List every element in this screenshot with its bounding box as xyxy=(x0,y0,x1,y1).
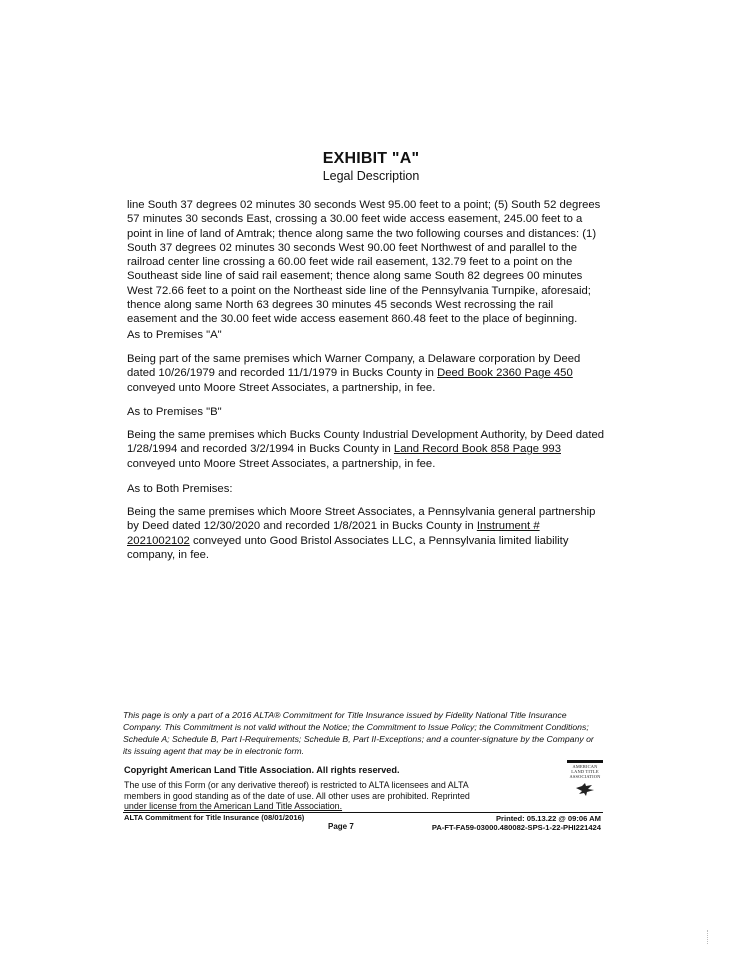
paragraph-text: Being the same premises which Moore Street Associates, a Pennsylvania general partnership by Deed dated 12/30/2020 and recorded 1/8/2021 in Bucks County in xyxy=(127,506,596,533)
copyright-notice: Copyright American Land Title Association. All rights reserved. xyxy=(124,765,400,775)
premises-b-paragraph xyxy=(127,428,605,471)
paragraph-text: line South 37 degrees 02 minutes 30 seconds West 95.00 feet to a point; (5) South 52 degrees 57 minutes 30 seconds East, crossing a 30.00 feet wide access easement, 245.00 feet to a point in line of land of Amtrak; thence along same the two following courses and distances: (1) South 37 degrees 02 minutes 30 seconds West 90.00 feet Northwest of and parallel to the railroad center line crossing a 60.00 feet wide rail easement, 132.79 feet to a point on the Southeast side line of said rail easement; thence along same South 82 degrees 00 minutes West 72.66 feet to a point on the Northeast side line of the Pennsylvania Turnpike, aforesaid; thence along same North 63 degrees 30 minutes 45 seconds West recrossing the rail easement and the 30.00 feet wide access easement 860.48 feet to the place of beginning. xyxy=(127,199,601,326)
use-restriction-main: The use of this Form (or any derivative thereof) is restricted to ALTA licensees and ALTA members in good standing as of the date of use. All other uses are prohibited. Reprinted xyxy=(124,780,470,801)
land-record-reference: Land Record Book 858 Page 993 xyxy=(393,443,561,456)
premises-b-heading: As to Premises "B" xyxy=(127,406,222,418)
legal-description-paragraph xyxy=(127,198,605,327)
deed-book-reference: Deed Book 2360 Page 450 xyxy=(437,367,573,380)
eagle-icon xyxy=(574,782,596,798)
premises-a-paragraph xyxy=(127,352,605,395)
logo-bar xyxy=(567,760,603,763)
both-premises-heading: As to Both Premises: xyxy=(127,483,233,495)
instrument-reference: Instrument # 2021002102 xyxy=(127,520,540,547)
scan-edge-mark xyxy=(707,930,709,944)
logo-line-1: AMERICAN xyxy=(572,764,598,769)
both-premises-paragraph xyxy=(127,505,605,562)
paragraph-text: Being the same premises which Bucks County Industrial Development Authority, by Deed dated 1/28/1994 and recorded 3/2/1994 in Bucks County in xyxy=(127,429,605,456)
commitment-notice: This page is only a part of a 2016 ALTA® Commitment for Title Insurance issued by Fidelity National Title Insurance Company. This Commitment is not valid without the Notice; the Commitment to Issue Policy; the Commitment Conditions; Schedule A; Schedule B, Part I-Requirements; Schedule B, Part II-Exceptions; and a counter-signature by the Company or its issuing agent that may be in electronic form. xyxy=(123,710,594,756)
form-name: ALTA Commitment for Title Insurance (08/01/2016) xyxy=(124,813,305,822)
logo-line-2: LAND TITLE xyxy=(571,769,599,774)
paragraph-text: conveyed unto Moore Street Associates, a partnership, in fee. xyxy=(127,457,436,470)
page-number: Page 7 xyxy=(328,822,354,831)
printed-timestamp: Printed: 05.13.22 @ 09:06 AM xyxy=(495,814,601,823)
paragraph-text: Being part of the same premises which Warner Company, a Delaware corporation by Deed dated 10/26/1979 and recorded 11/1/1979 in Bucks County in xyxy=(127,353,581,380)
exhibit-title: EXHIBIT "A" xyxy=(322,150,420,167)
exhibit-subtitle: Legal Description xyxy=(322,169,420,183)
use-restriction-license: under license from the American Land Title Association. xyxy=(124,801,343,811)
paragraph-text: conveyed unto Good Bristol Associates LLC, a Pennsylvania limited liability company, in fee. xyxy=(127,534,569,561)
premises-a-heading: As to Premises "A" xyxy=(127,329,222,341)
alta-logo xyxy=(566,760,604,798)
use-restriction-text xyxy=(124,780,504,812)
file-identifier: PA-FT-FA59-03000.480082-SPS-1-22-PHI221424 xyxy=(431,823,601,832)
paragraph-text: conveyed unto Moore Street Associates, a partnership, in fee. xyxy=(127,381,436,394)
logo-line-3: ASSOCIATION xyxy=(569,774,601,779)
